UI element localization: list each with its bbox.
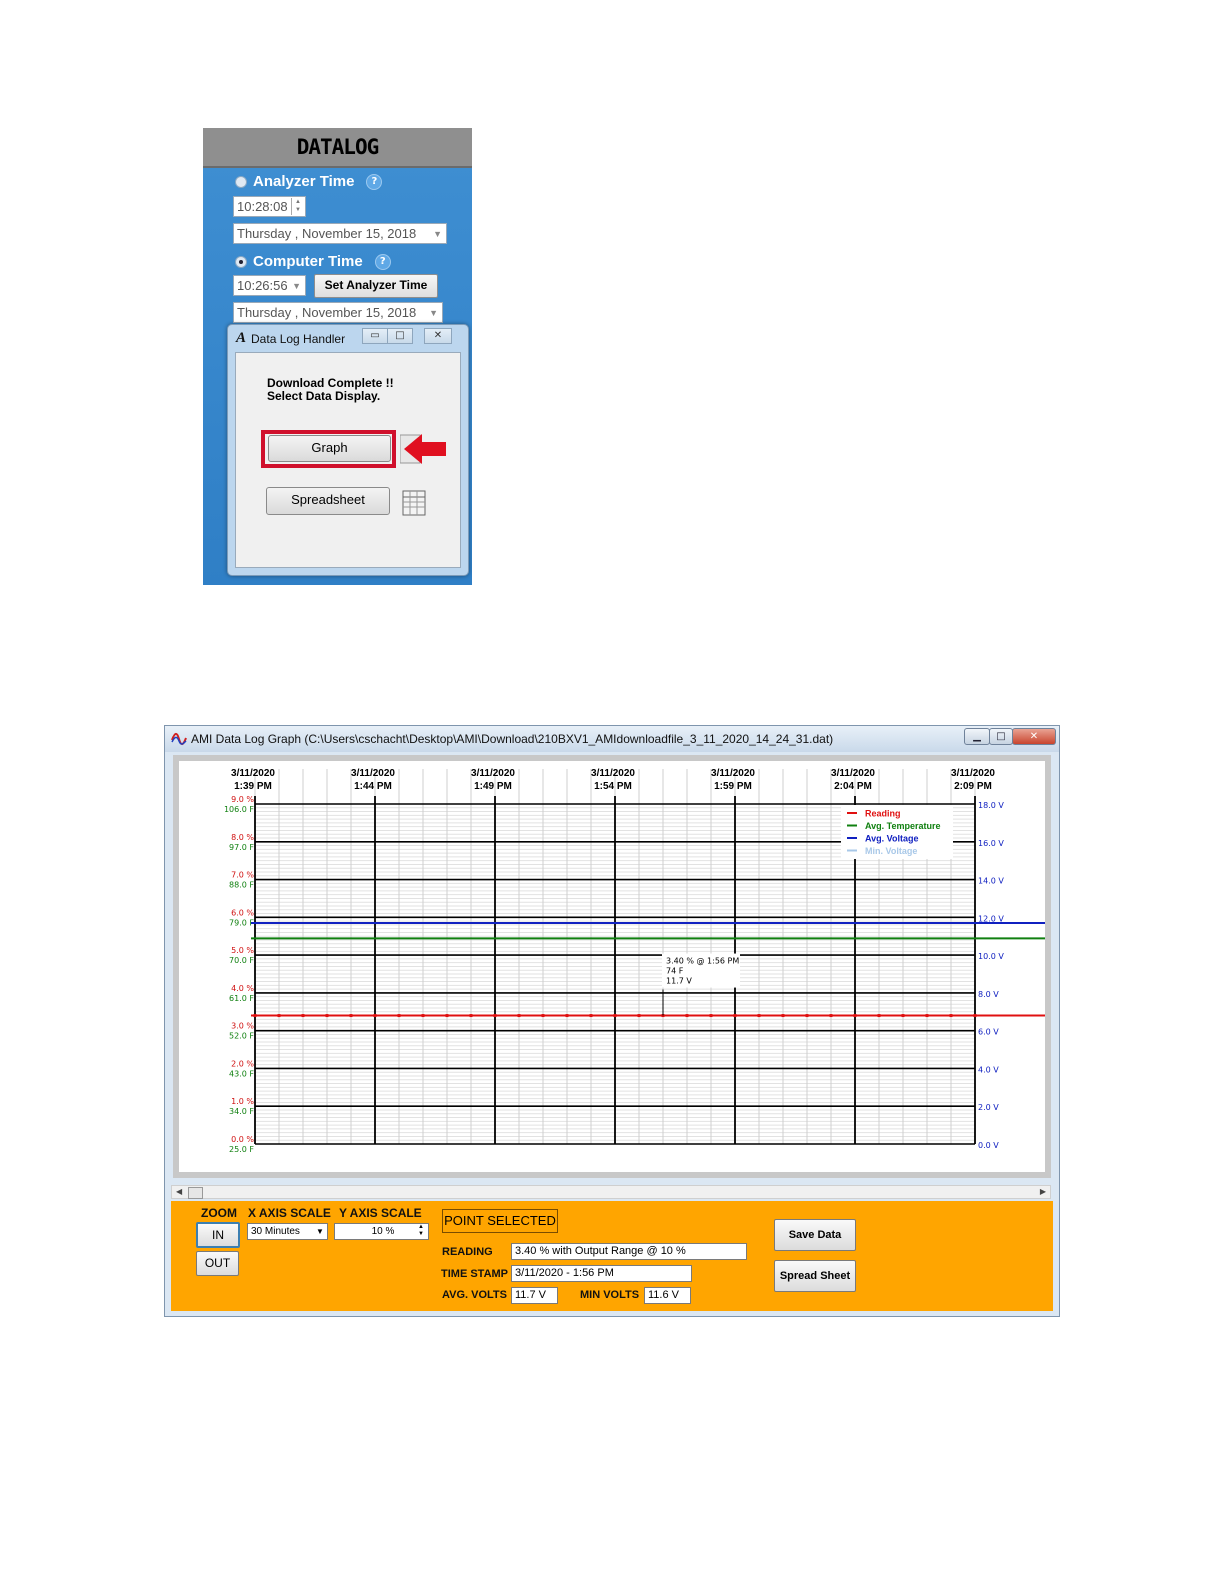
reading-point [854,1014,857,1017]
dialog-body [235,352,461,568]
zoom-in-button[interactable]: IN [196,1222,240,1248]
reading-point [494,1014,497,1017]
reading-point [350,1014,353,1017]
save-data-button[interactable]: Save Data [774,1219,856,1251]
analyzer-date-select[interactable] [233,223,447,244]
reading-point [614,1014,617,1017]
x-tick-time: 1:49 PM [474,781,512,792]
y-tick-volts: 12.0 V [978,914,1004,924]
computer-date-select[interactable] [233,302,443,323]
x-tick-time: 2:04 PM [834,781,872,792]
scroll-thumb[interactable] [188,1187,203,1199]
x-tick-time: 1:54 PM [594,781,632,792]
y-tick-percent: 0.0 % [231,1135,254,1144]
minimize-icon[interactable]: ▭ [362,328,388,344]
y-tick-volts: 6.0 V [978,1027,999,1037]
y-tick-temperature: 88.0 F [229,880,254,890]
y-tick-percent: 1.0 % [231,1097,254,1107]
message-line-2: Select Data Display. [267,389,381,403]
y-tick-percent: 9.0 % [231,795,254,804]
legend-entry: Avg. Voltage [865,833,919,844]
y-axis-scale-label: Y AXIS SCALE [339,1206,422,1220]
y-tick-percent: 7.0 % [231,870,254,880]
y-tick-percent: 8.0 % [231,832,254,842]
reading-point [926,1014,929,1017]
help-icon[interactable]: ? [375,254,391,270]
avg-volts-field[interactable]: 11.7 V [511,1287,558,1304]
message-line-1: Download Complete !! [267,376,394,390]
y-axis-scale-stepper[interactable] [334,1223,429,1240]
y-tick-volts: 4.0 V [978,1065,999,1075]
y-tick-volts: 2.0 V [978,1103,999,1113]
y-tick-volts: 16.0 V [978,838,1004,848]
x-tick-time: 1:59 PM [714,781,752,792]
reading-label: READING [442,1246,493,1258]
reading-point [398,1014,401,1017]
reading-point [686,1014,689,1017]
plot-frame [173,755,1051,1178]
scroll-left-icon[interactable]: ◀ [176,1187,183,1196]
legend-entry: Avg. Temperature [865,821,941,831]
reading-point [830,1014,833,1017]
control-panel [171,1201,1053,1311]
y-tick-percent: 4.0 % [231,983,254,993]
y-tick-percent: 6.0 % [231,908,254,918]
datalog-header: DATALOG [203,128,472,168]
minimize-icon[interactable]: ▁ [964,728,990,745]
y-tick-percent: 2.0 % [231,1059,254,1069]
analyzer-date-value: Thursday , November 15, 2018 [237,226,417,241]
zoom-out-button[interactable]: OUT [196,1251,239,1276]
reading-point [446,1014,449,1017]
chevron-down-icon: ▼ [433,229,442,239]
reading-point [278,1014,281,1017]
reading-point [566,1014,569,1017]
y-tick-percent: 5.0 % [231,946,254,956]
y-tick-volts: 8.0 V [978,989,999,999]
x-axis-scale-value: 30 Minutes [251,1226,300,1237]
close-icon[interactable]: ✕ [424,328,452,344]
help-icon[interactable]: ? [366,174,382,190]
y-tick-temperature: 79.0 F [229,918,254,928]
reading-point [758,1014,761,1017]
x-tick-date: 3/11/2020 [951,768,995,779]
chevron-down-icon: ▼ [316,1227,324,1236]
spreadsheet-icon[interactable] [401,489,429,517]
waveform-app-icon [171,732,187,746]
x-tick-time: 2:09 PM [954,781,992,792]
y-tick-percent: 3.0 % [231,1021,254,1031]
zoom-label: ZOOM [201,1206,237,1220]
red-arrow-icon [400,432,448,466]
reading-point [974,1014,977,1017]
maximize-icon[interactable]: □ [989,728,1013,745]
x-tick-date: 3/11/2020 [471,768,515,779]
chevron-down-icon: ▼ [292,281,301,291]
computer-time-option[interactable] [235,253,391,270]
x-tick-date: 3/11/2020 [831,768,875,779]
reading-point [878,1014,881,1017]
tooltip-line-3: 11.7 V [666,976,692,986]
close-icon[interactable]: ✕ [1012,728,1056,745]
reading-point [542,1014,545,1017]
computer-time-select[interactable] [233,275,306,296]
x-axis-scale-label: X AXIS SCALE [248,1206,331,1220]
plot-area [179,761,1045,1172]
dialog-message [267,377,394,403]
min-volts-label: MIN VOLTS [580,1289,640,1301]
scroll-right-icon[interactable]: ▶ [1039,1187,1046,1196]
set-analyzer-time-button[interactable]: Set Analyzer Time [314,274,438,298]
x-tick-time: 1:39 PM [234,781,272,792]
reading-point [638,1014,641,1017]
x-tick-date: 3/11/2020 [351,768,395,779]
analyzer-time-input[interactable] [233,196,306,217]
reading-point [734,1014,737,1017]
x-tick-date: 3/11/2020 [591,768,635,779]
reading-field[interactable]: 3.40 % with Output Range @ 10 % [511,1243,747,1260]
timestamp-field[interactable]: 3/11/2020 - 1:56 PM [511,1265,692,1282]
graph-titlebar [165,726,1059,752]
x-tick-time: 1:44 PM [354,781,392,792]
ami-logo-icon: A [236,330,247,346]
y-tick-volts: 14.0 V [978,876,1004,886]
chevron-down-icon: ▼ [429,308,438,318]
spreadsheet-button[interactable]: Spreadsheet [266,487,390,515]
spread-sheet-button[interactable]: Spread Sheet [774,1260,856,1292]
reading-point [590,1014,593,1017]
tooltip-line-1: 3.40 % @ 1:56 PM [666,956,740,966]
x-tick-date: 3/11/2020 [231,768,275,779]
data-log-chart[interactable] [179,761,1045,1172]
maximize-icon[interactable]: □ [387,328,413,344]
graph-button[interactable]: Graph [268,435,391,462]
y-tick-temperature: 70.0 F [229,956,254,966]
spinner-icon[interactable]: ▲ ▼ [418,1224,424,1237]
reading-point [518,1014,521,1017]
analyzer-time-radio[interactable] [235,176,247,188]
horizontal-scrollbar[interactable] [171,1185,1051,1199]
reading-point [782,1014,785,1017]
computer-time-label: Computer Time [253,253,363,270]
y-tick-temperature: 25.0 F [229,1145,254,1154]
y-tick-volts: 18.0 V [978,801,1004,810]
y-tick-volts: 0.0 V [978,1141,999,1150]
computer-date-value: Thursday , November 15, 2018 [237,305,417,320]
reading-point [326,1014,329,1017]
time-spinner-icon[interactable]: ▲ ▼ [291,198,304,215]
y-tick-temperature: 97.0 F [229,842,254,852]
x-tick-date: 3/11/2020 [711,768,755,779]
reading-point [422,1014,425,1017]
x-axis-scale-select[interactable] [247,1223,328,1240]
analyzer-time-label: Analyzer Time [253,173,355,190]
reading-point [902,1014,905,1017]
reading-point [254,1014,257,1017]
y-tick-temperature: 34.0 F [229,1107,254,1117]
analyzer-time-value: 10:28:08 [237,199,288,214]
y-tick-temperature: 106.0 F [223,805,254,814]
reading-point [470,1014,473,1017]
reading-point [302,1014,305,1017]
datalog-panel [203,128,472,585]
graph-window-title: AMI Data Log Graph (C:\Users\cschacht\Desktop\AMI\Download\210BXV1_AMIdownloadfile_3_11_2020_14_24_31.dat) [191,732,834,746]
dialog-titlebar [236,330,345,347]
dialog-title: Data Log Handler [251,331,346,346]
y-tick-temperature: 61.0 F [229,993,254,1003]
min-volts-field[interactable]: 11.6 V [644,1287,691,1304]
y-tick-temperature: 43.0 F [229,1069,254,1079]
legend-entry: Reading [865,808,901,819]
reading-point [710,1014,713,1017]
y-tick-temperature: 52.0 F [229,1031,254,1041]
tooltip-line-2: 74 F [666,966,684,976]
computer-time-value: 10:26:56 [237,278,288,293]
ami-data-log-graph-window [164,725,1060,1317]
reading-point [374,1014,377,1017]
reading-point [806,1014,809,1017]
timestamp-label: TIME STAMP [441,1268,509,1280]
y-axis-scale-value: 10 % [371,1226,395,1237]
data-log-handler-dialog [227,324,469,576]
point-selected-label: POINT SELECTED [442,1209,558,1233]
analyzer-time-option[interactable] [235,173,382,190]
computer-time-radio[interactable] [235,256,247,268]
legend-entry: Min. Voltage [865,846,918,856]
y-tick-volts: 10.0 V [978,952,1004,962]
avg-volts-label: AVG. VOLTS [442,1289,507,1301]
reading-point [950,1014,953,1017]
